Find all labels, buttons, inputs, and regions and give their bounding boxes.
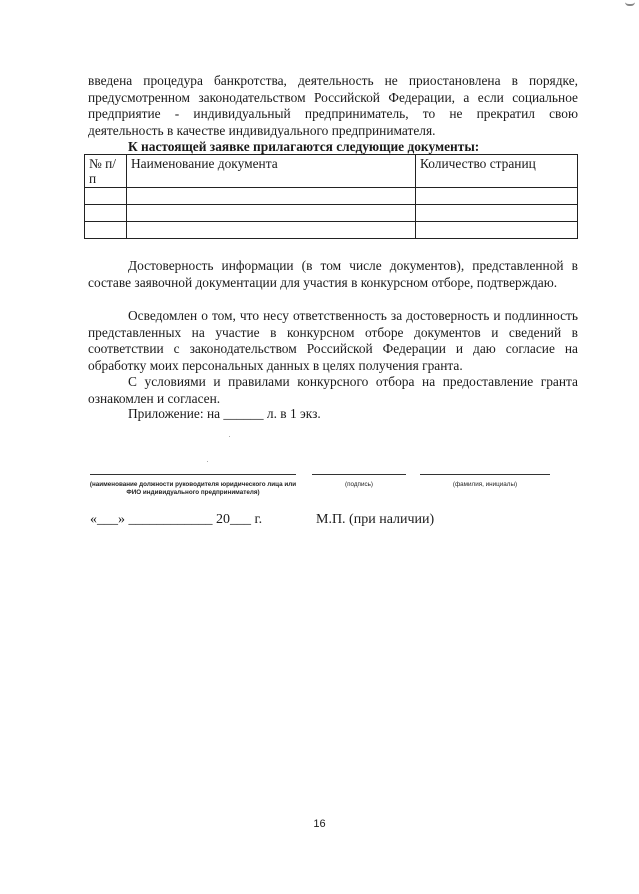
- rules-paragraph: С условиями и правилами конкурсного отбора на предоставление гранта ознакомлен и согласен.: [88, 374, 578, 406]
- position-signature-line: [90, 474, 296, 475]
- header-document-name: Наименование документа: [127, 155, 416, 188]
- page-number: 16: [313, 818, 326, 830]
- table-row: [85, 205, 578, 222]
- table-cell: [85, 205, 127, 222]
- scan-speck: [207, 461, 208, 462]
- date-line: «___» ____________ 20___ г.: [90, 512, 263, 527]
- scan-corner-mark: [625, 0, 635, 6]
- table-cell: [416, 188, 578, 205]
- reliability-paragraph: Достоверность информации (в том числе документов), представленной в составе заявочной документации для участия в конкурсном отборе, подтверждаю.: [88, 258, 578, 290]
- table-cell: [127, 188, 416, 205]
- name-signature-line: [420, 474, 550, 475]
- appendix-line: Приложение: на ______ л. в 1 экз.: [128, 406, 321, 421]
- table-cell: [127, 222, 416, 239]
- seal-note: М.П. (при наличии): [316, 512, 435, 527]
- name-caption: (фамилия, инициалы): [452, 481, 518, 488]
- intro-paragraph: введена процедура банкротства, деятельность не приостановлена в порядке, предусмотренном законодательством Российской Федерации, а если социальное предприятие - индивидуальный предприниматель, то не прекратил свою деятельность в качестве индивидуального предпринимателя.: [88, 73, 578, 138]
- table-row: [85, 222, 578, 239]
- table-cell: [416, 222, 578, 239]
- table-cell: [127, 205, 416, 222]
- responsibility-paragraph: Осведомлен о том, что несу ответственность за достоверность и подлинность представленных на участие в конкурсном отборе документов и сведений в соответствии с законодательством Российской Федерации и даю согласие на обработку моих персональных данных в целях получения гранта.: [88, 308, 578, 373]
- position-caption: (наименование должности руководителя юридического лица или ФИО индивидуального предпринимателя): [89, 481, 297, 496]
- table-cell: [85, 222, 127, 239]
- documents-table: [84, 154, 578, 239]
- signature-line: [312, 474, 406, 475]
- header-number: № п/п: [85, 155, 127, 188]
- table-cell: [416, 205, 578, 222]
- header-page-count: Количество страниц: [416, 155, 578, 188]
- attachments-intro: К настоящей заявке прилагаются следующие документы:: [128, 139, 480, 154]
- scan-speck: [229, 436, 230, 437]
- table-cell: [85, 188, 127, 205]
- table-header-row: [85, 155, 578, 188]
- signature-caption: (подпись): [345, 481, 373, 488]
- table-row: [85, 188, 578, 205]
